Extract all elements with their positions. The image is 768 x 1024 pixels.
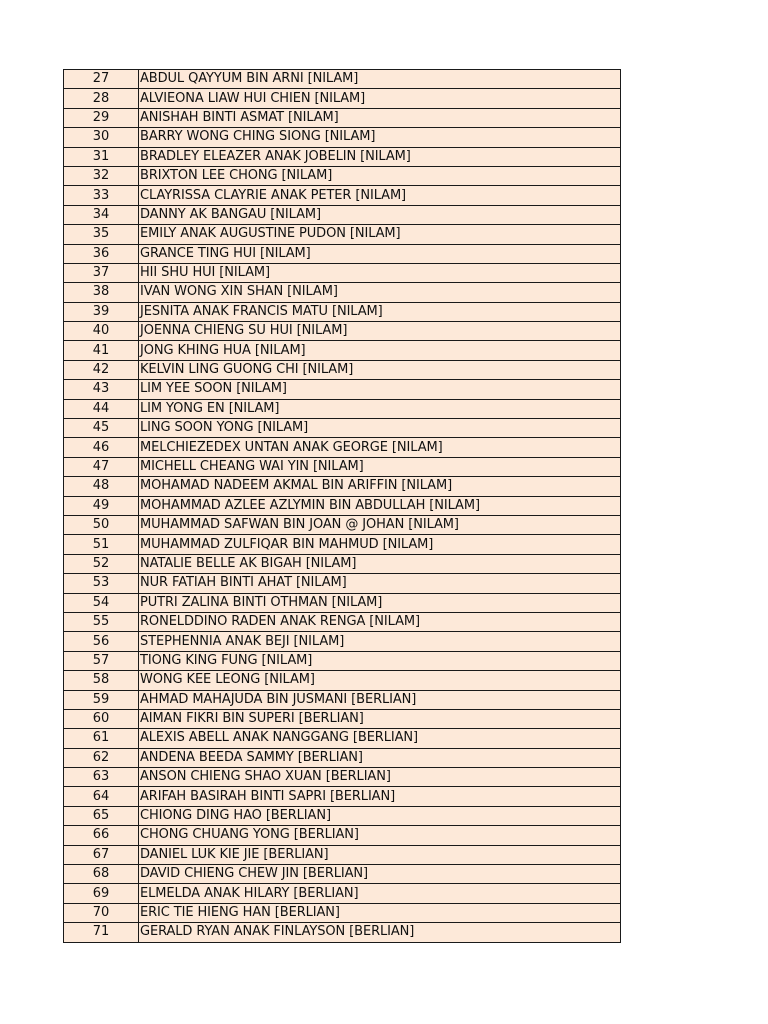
row-number-cell: 69	[64, 884, 139, 903]
table-row	[64, 438, 621, 457]
table-row	[64, 496, 621, 515]
row-number-cell: 44	[64, 399, 139, 418]
student-name-cell: TIONG KING FUNG [NILAM]	[139, 651, 621, 670]
student-name-cell: CHONG CHUANG YONG [BERLIAN]	[139, 826, 621, 845]
table-row	[64, 380, 621, 399]
row-number-cell: 58	[64, 671, 139, 690]
row-number-cell: 66	[64, 826, 139, 845]
table-row	[64, 554, 621, 573]
table-row	[64, 826, 621, 845]
table-row	[64, 806, 621, 825]
student-name-cell: MOHAMAD NADEEM AKMAL BIN ARIFFIN [NILAM]	[139, 477, 621, 496]
row-number-cell: 70	[64, 903, 139, 922]
student-name-cell: JESNITA ANAK FRANCIS MATU [NILAM]	[139, 302, 621, 321]
row-number-cell: 55	[64, 612, 139, 631]
table-row	[64, 477, 621, 496]
row-number-cell: 51	[64, 535, 139, 554]
row-number-cell: 34	[64, 205, 139, 224]
student-name-cell: CLAYRISSA CLAYRIE ANAK PETER [NILAM]	[139, 186, 621, 205]
row-number-cell: 60	[64, 709, 139, 728]
table-row	[64, 845, 621, 864]
table-row	[64, 205, 621, 224]
row-number-cell: 43	[64, 380, 139, 399]
row-number-cell: 59	[64, 690, 139, 709]
table-row	[64, 419, 621, 438]
row-number-cell: 29	[64, 108, 139, 127]
student-name-cell: HII SHU HUI [NILAM]	[139, 263, 621, 282]
student-name-cell: ELMELDA ANAK HILARY [BERLIAN]	[139, 884, 621, 903]
table-row	[64, 535, 621, 554]
table-row	[64, 244, 621, 263]
row-number-cell: 41	[64, 341, 139, 360]
table-row	[64, 147, 621, 166]
student-name-cell: KELVIN LING GUONG CHI [NILAM]	[139, 360, 621, 379]
name-list-body	[64, 70, 621, 943]
table-row	[64, 748, 621, 767]
table-row	[64, 612, 621, 631]
table-row	[64, 651, 621, 670]
row-number-cell: 30	[64, 128, 139, 147]
row-number-cell: 63	[64, 768, 139, 787]
row-number-cell: 37	[64, 263, 139, 282]
table-row	[64, 671, 621, 690]
table-row	[64, 283, 621, 302]
student-name-cell: JONG KHING HUA [NILAM]	[139, 341, 621, 360]
student-name-cell: ALEXIS ABELL ANAK NANGGANG [BERLIAN]	[139, 729, 621, 748]
table-row	[64, 457, 621, 476]
table-row	[64, 225, 621, 244]
name-list-table	[63, 69, 621, 943]
student-name-cell: LIM YEE SOON [NILAM]	[139, 380, 621, 399]
table-row	[64, 923, 621, 942]
row-number-cell: 33	[64, 186, 139, 205]
row-number-cell: 68	[64, 865, 139, 884]
student-name-cell: BRADLEY ELEAZER ANAK JOBELIN [NILAM]	[139, 147, 621, 166]
student-name-cell: IVAN WONG XIN SHAN [NILAM]	[139, 283, 621, 302]
row-number-cell: 64	[64, 787, 139, 806]
student-name-cell: GERALD RYAN ANAK FINLAYSON [BERLIAN]	[139, 923, 621, 942]
student-name-cell: WONG KEE LEONG [NILAM]	[139, 671, 621, 690]
table-row	[64, 709, 621, 728]
table-row	[64, 865, 621, 884]
student-name-cell: JOENNA CHIENG SU HUI [NILAM]	[139, 322, 621, 341]
student-name-cell: RONELDDINO RADEN ANAK RENGA [NILAM]	[139, 612, 621, 631]
table-row	[64, 302, 621, 321]
student-name-cell: STEPHENNIA ANAK BEJI [NILAM]	[139, 632, 621, 651]
student-name-cell: NATALIE BELLE AK BIGAH [NILAM]	[139, 554, 621, 573]
table-row	[64, 166, 621, 185]
row-number-cell: 57	[64, 651, 139, 670]
row-number-cell: 27	[64, 70, 139, 89]
student-name-cell: NUR FATIAH BINTI AHAT [NILAM]	[139, 574, 621, 593]
student-name-cell: ERIC TIE HIENG HAN [BERLIAN]	[139, 903, 621, 922]
row-number-cell: 71	[64, 923, 139, 942]
row-number-cell: 31	[64, 147, 139, 166]
row-number-cell: 65	[64, 806, 139, 825]
row-number-cell: 53	[64, 574, 139, 593]
student-name-cell: LIM YONG EN [NILAM]	[139, 399, 621, 418]
student-name-cell: ANISHAH BINTI ASMAT [NILAM]	[139, 108, 621, 127]
row-number-cell: 50	[64, 515, 139, 534]
table-row	[64, 787, 621, 806]
student-name-cell: ABDUL QAYYUM BIN ARNI [NILAM]	[139, 70, 621, 89]
row-number-cell: 39	[64, 302, 139, 321]
table-row	[64, 186, 621, 205]
table-row	[64, 70, 621, 89]
row-number-cell: 54	[64, 593, 139, 612]
table-row	[64, 729, 621, 748]
student-name-cell: DAVID CHIENG CHEW JIN [BERLIAN]	[139, 865, 621, 884]
student-name-cell: AIMAN FIKRI BIN SUPERI [BERLIAN]	[139, 709, 621, 728]
student-name-cell: GRANCE TING HUI [NILAM]	[139, 244, 621, 263]
student-name-cell: CHIONG DING HAO [BERLIAN]	[139, 806, 621, 825]
table-row	[64, 108, 621, 127]
row-number-cell: 45	[64, 419, 139, 438]
student-name-cell: MUHAMMAD ZULFIQAR BIN MAHMUD [NILAM]	[139, 535, 621, 554]
student-name-cell: AHMAD MAHAJUDA BIN JUSMANI [BERLIAN]	[139, 690, 621, 709]
student-name-cell: MELCHIEZEDEX UNTAN ANAK GEORGE [NILAM]	[139, 438, 621, 457]
student-name-cell: MICHELL CHEANG WAI YIN [NILAM]	[139, 457, 621, 476]
student-name-cell: DANNY AK BANGAU [NILAM]	[139, 205, 621, 224]
row-number-cell: 48	[64, 477, 139, 496]
row-number-cell: 35	[64, 225, 139, 244]
table-row	[64, 593, 621, 612]
student-name-cell: PUTRI ZALINA BINTI OTHMAN [NILAM]	[139, 593, 621, 612]
row-number-cell: 28	[64, 89, 139, 108]
table-row	[64, 768, 621, 787]
row-number-cell: 32	[64, 166, 139, 185]
table-row	[64, 632, 621, 651]
student-name-cell: EMILY ANAK AUGUSTINE PUDON [NILAM]	[139, 225, 621, 244]
row-number-cell: 38	[64, 283, 139, 302]
row-number-cell: 56	[64, 632, 139, 651]
row-number-cell: 49	[64, 496, 139, 515]
row-number-cell: 40	[64, 322, 139, 341]
table-row	[64, 399, 621, 418]
row-number-cell: 62	[64, 748, 139, 767]
student-name-cell: MUHAMMAD SAFWAN BIN JOAN @ JOHAN [NILAM]	[139, 515, 621, 534]
table-row	[64, 360, 621, 379]
table-row	[64, 515, 621, 534]
table-row	[64, 341, 621, 360]
row-number-cell: 46	[64, 438, 139, 457]
table-row	[64, 884, 621, 903]
table-row	[64, 322, 621, 341]
row-number-cell: 61	[64, 729, 139, 748]
row-number-cell: 42	[64, 360, 139, 379]
row-number-cell: 47	[64, 457, 139, 476]
student-name-cell: BARRY WONG CHING SIONG [NILAM]	[139, 128, 621, 147]
table-row	[64, 89, 621, 108]
table-row	[64, 263, 621, 282]
table-row	[64, 574, 621, 593]
student-name-cell: ANSON CHIENG SHAO XUAN [BERLIAN]	[139, 768, 621, 787]
student-name-cell: DANIEL LUK KIE JIE [BERLIAN]	[139, 845, 621, 864]
table-row	[64, 128, 621, 147]
student-name-cell: LING SOON YONG [NILAM]	[139, 419, 621, 438]
student-name-cell: ARIFAH BASIRAH BINTI SAPRI [BERLIAN]	[139, 787, 621, 806]
table-row	[64, 903, 621, 922]
student-name-cell: MOHAMMAD AZLEE AZLYMIN BIN ABDULLAH [NILAM]	[139, 496, 621, 515]
student-name-cell: ANDENA BEEDA SAMMY [BERLIAN]	[139, 748, 621, 767]
table-row	[64, 690, 621, 709]
student-name-cell: ALVIEONA LIAW HUI CHIEN [NILAM]	[139, 89, 621, 108]
row-number-cell: 67	[64, 845, 139, 864]
row-number-cell: 36	[64, 244, 139, 263]
row-number-cell: 52	[64, 554, 139, 573]
student-name-cell: BRIXTON LEE CHONG [NILAM]	[139, 166, 621, 185]
